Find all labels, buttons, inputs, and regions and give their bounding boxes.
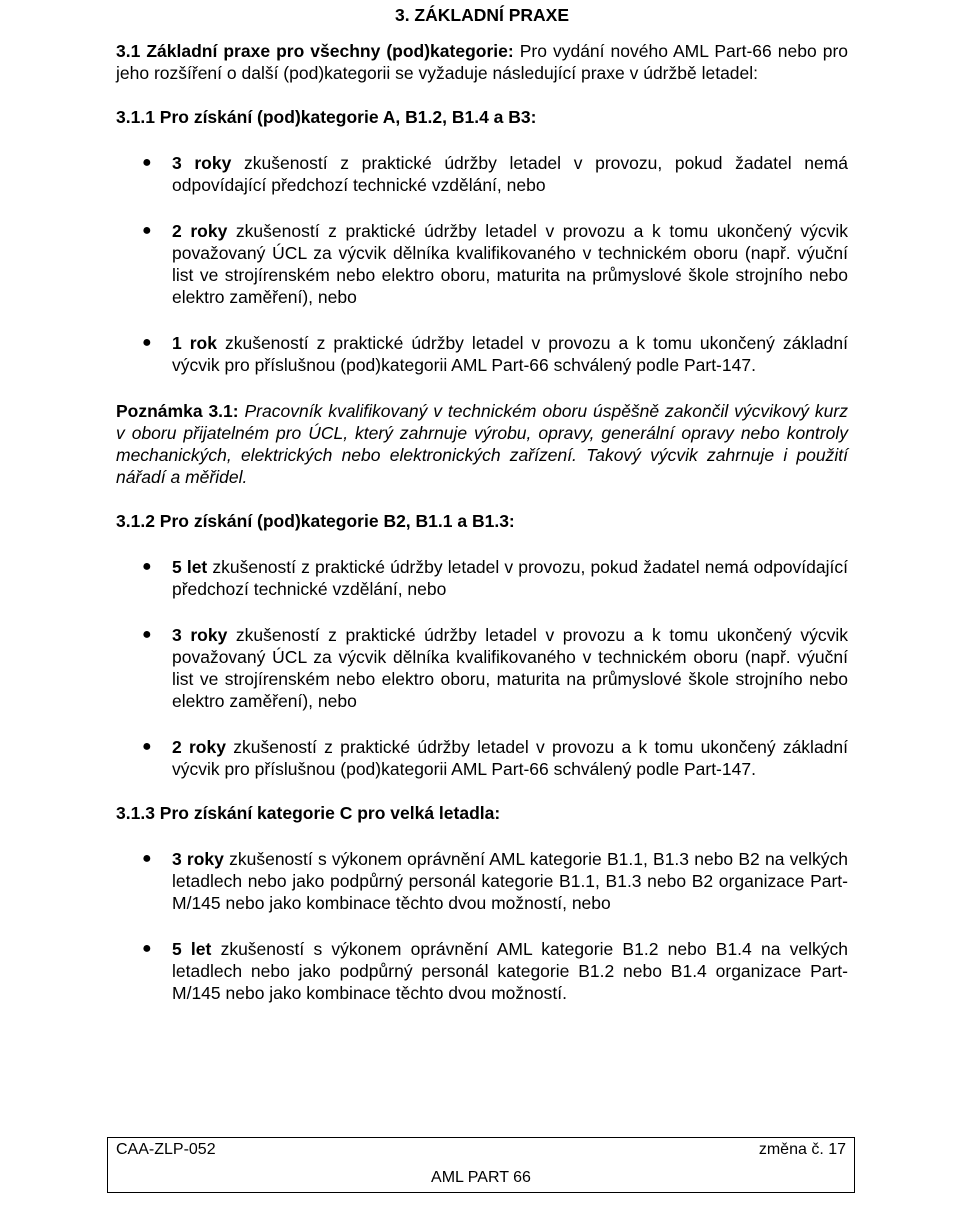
- page-footer: [107, 1137, 855, 1193]
- list-item: [116, 152, 848, 196]
- list-item: [116, 220, 848, 308]
- item-duration: 5 let: [172, 557, 208, 577]
- intro-paragraph: [116, 40, 848, 84]
- list-item: [116, 848, 848, 914]
- item-duration: 3 roky: [172, 849, 224, 869]
- intro-heading: 3.1 Základní praxe pro všechny (pod)kategorie:: [116, 41, 514, 61]
- list-item: [116, 332, 848, 376]
- item-text: zkušeností z praktické údržby letadel v provozu, pokud žadatel nemá odpovídající předchozí technické vzdělání, nebo: [172, 153, 849, 195]
- note-label: Poznámka: [116, 401, 203, 421]
- item-duration: 3 roky: [172, 153, 232, 173]
- item-text: zkušeností z praktické údržby letadel v provozu a k tomu ukončený základní výcvik pro příslušnou (pod)kategorii AML Part-66 schválený podle Part-147.: [172, 333, 849, 375]
- list-item: [116, 938, 848, 1004]
- section-list-3-1-2: [116, 556, 848, 780]
- bullet-icon: ●: [142, 738, 152, 755]
- item-text: zkušeností z praktické údržby letadel v provozu a k tomu ukončený výcvik považovaný ÚCL za výcvik dělníka kvalifikovaného v technickém oboru (např. výuční list ve strojírenském nebo elektro oboru, maturita na průmyslové škole strojního nebo elektro zaměření), nebo: [172, 221, 848, 307]
- bullet-icon: ●: [142, 334, 152, 351]
- section-title-3-1-1: 3.1.1 Pro získání (pod)kategorie A, B1.2, B1.4 a B3:: [116, 107, 537, 127]
- footer-doc-id: CAA-ZLP-052: [116, 1141, 216, 1158]
- document-page: [116, 0, 848, 1004]
- bullet-icon: ●: [142, 850, 152, 867]
- item-duration: 2 roky: [172, 221, 228, 241]
- footer-center-label: AML PART 66: [431, 1169, 531, 1186]
- bullet-icon: ●: [142, 558, 152, 575]
- list-item: [116, 556, 848, 600]
- item-text: zkušeností z praktické údržby letadel v provozu a k tomu ukončený základní výcvik pro příslušnou (pod)kategorii AML Part-66 schválený podle Part-147.: [172, 737, 848, 779]
- item-text: zkušeností z praktické údržby letadel v provozu a k tomu ukončený výcvik považovaný ÚCL za výcvik dělníka kvalifikovaného v technickém oboru (např. výuční list ve strojírenském nebo elektro oboru, maturita na průmyslové škole strojního nebo elektro zaměření), nebo: [172, 625, 848, 711]
- item-text: zkušeností z praktické údržby letadel v provozu, pokud žadatel nemá odpovídající předchozí technické vzdělání, nebo: [172, 557, 848, 599]
- list-item: [116, 736, 848, 780]
- section-title-3-1-2: 3.1.2 Pro získání (pod)kategorie B2, B1.1 a B1.3:: [116, 511, 515, 531]
- note-text: Pracovník kvalifikovaný v technickém oboru úspěšně zakončil výcvikový kurz v oboru přijatelném pro ÚCL, který zahrnuje výrobu, opravy, generální opravy nebo kontroly mechanických, elektrických nebo elektronických zařízení. Takový výcvik zahrnuje i použití nářadí a měřidel.: [116, 401, 848, 487]
- item-duration: 3 roky: [172, 625, 228, 645]
- intro-text: Pro vydání nového AML Part-66 nebo pro jeho rozšíření o další (pod)kategorii se vyžaduje následující praxe v údržbě letadel:: [116, 41, 848, 83]
- bullet-icon: ●: [142, 222, 152, 239]
- item-duration: 5 let: [172, 939, 212, 959]
- item-text: zkušeností s výkonem oprávnění AML kategorie B1.1, B1.3 nebo B2 na velkých letadlech nebo jako podpůrný personál kategorie B1.1, B1.3 nebo B2 organizace Part-M/145 nebo jako kombinace těchto dvou možností, nebo: [172, 849, 848, 913]
- note-number: 3.1:: [202, 401, 239, 421]
- section-list-3-1-1: [116, 152, 848, 376]
- list-item: [116, 624, 848, 712]
- bullet-icon: ●: [142, 940, 152, 957]
- bullet-icon: ●: [142, 154, 152, 171]
- section-list-3-1-3: [116, 848, 848, 1004]
- item-duration: 1 rok: [172, 333, 217, 353]
- section-title-3-1-3: 3.1.3 Pro získání kategorie C pro velká letadla:: [116, 803, 501, 823]
- page-title: 3. ZÁKLADNÍ PRAXE: [394, 5, 570, 25]
- bullet-icon: ●: [142, 626, 152, 643]
- footer-revision: změna č. 17: [758, 1141, 846, 1158]
- note-paragraph: [116, 400, 848, 488]
- item-duration: 2 roky: [172, 737, 226, 757]
- item-text: zkušeností s výkonem oprávnění AML kategorie B1.2 nebo B1.4 na velkých letadlech nebo jako podpůrný personál kategorie B1.2 nebo B1.4 organizace Part-M/145 nebo jako kombinace těchto dvou možností.: [172, 939, 848, 1003]
